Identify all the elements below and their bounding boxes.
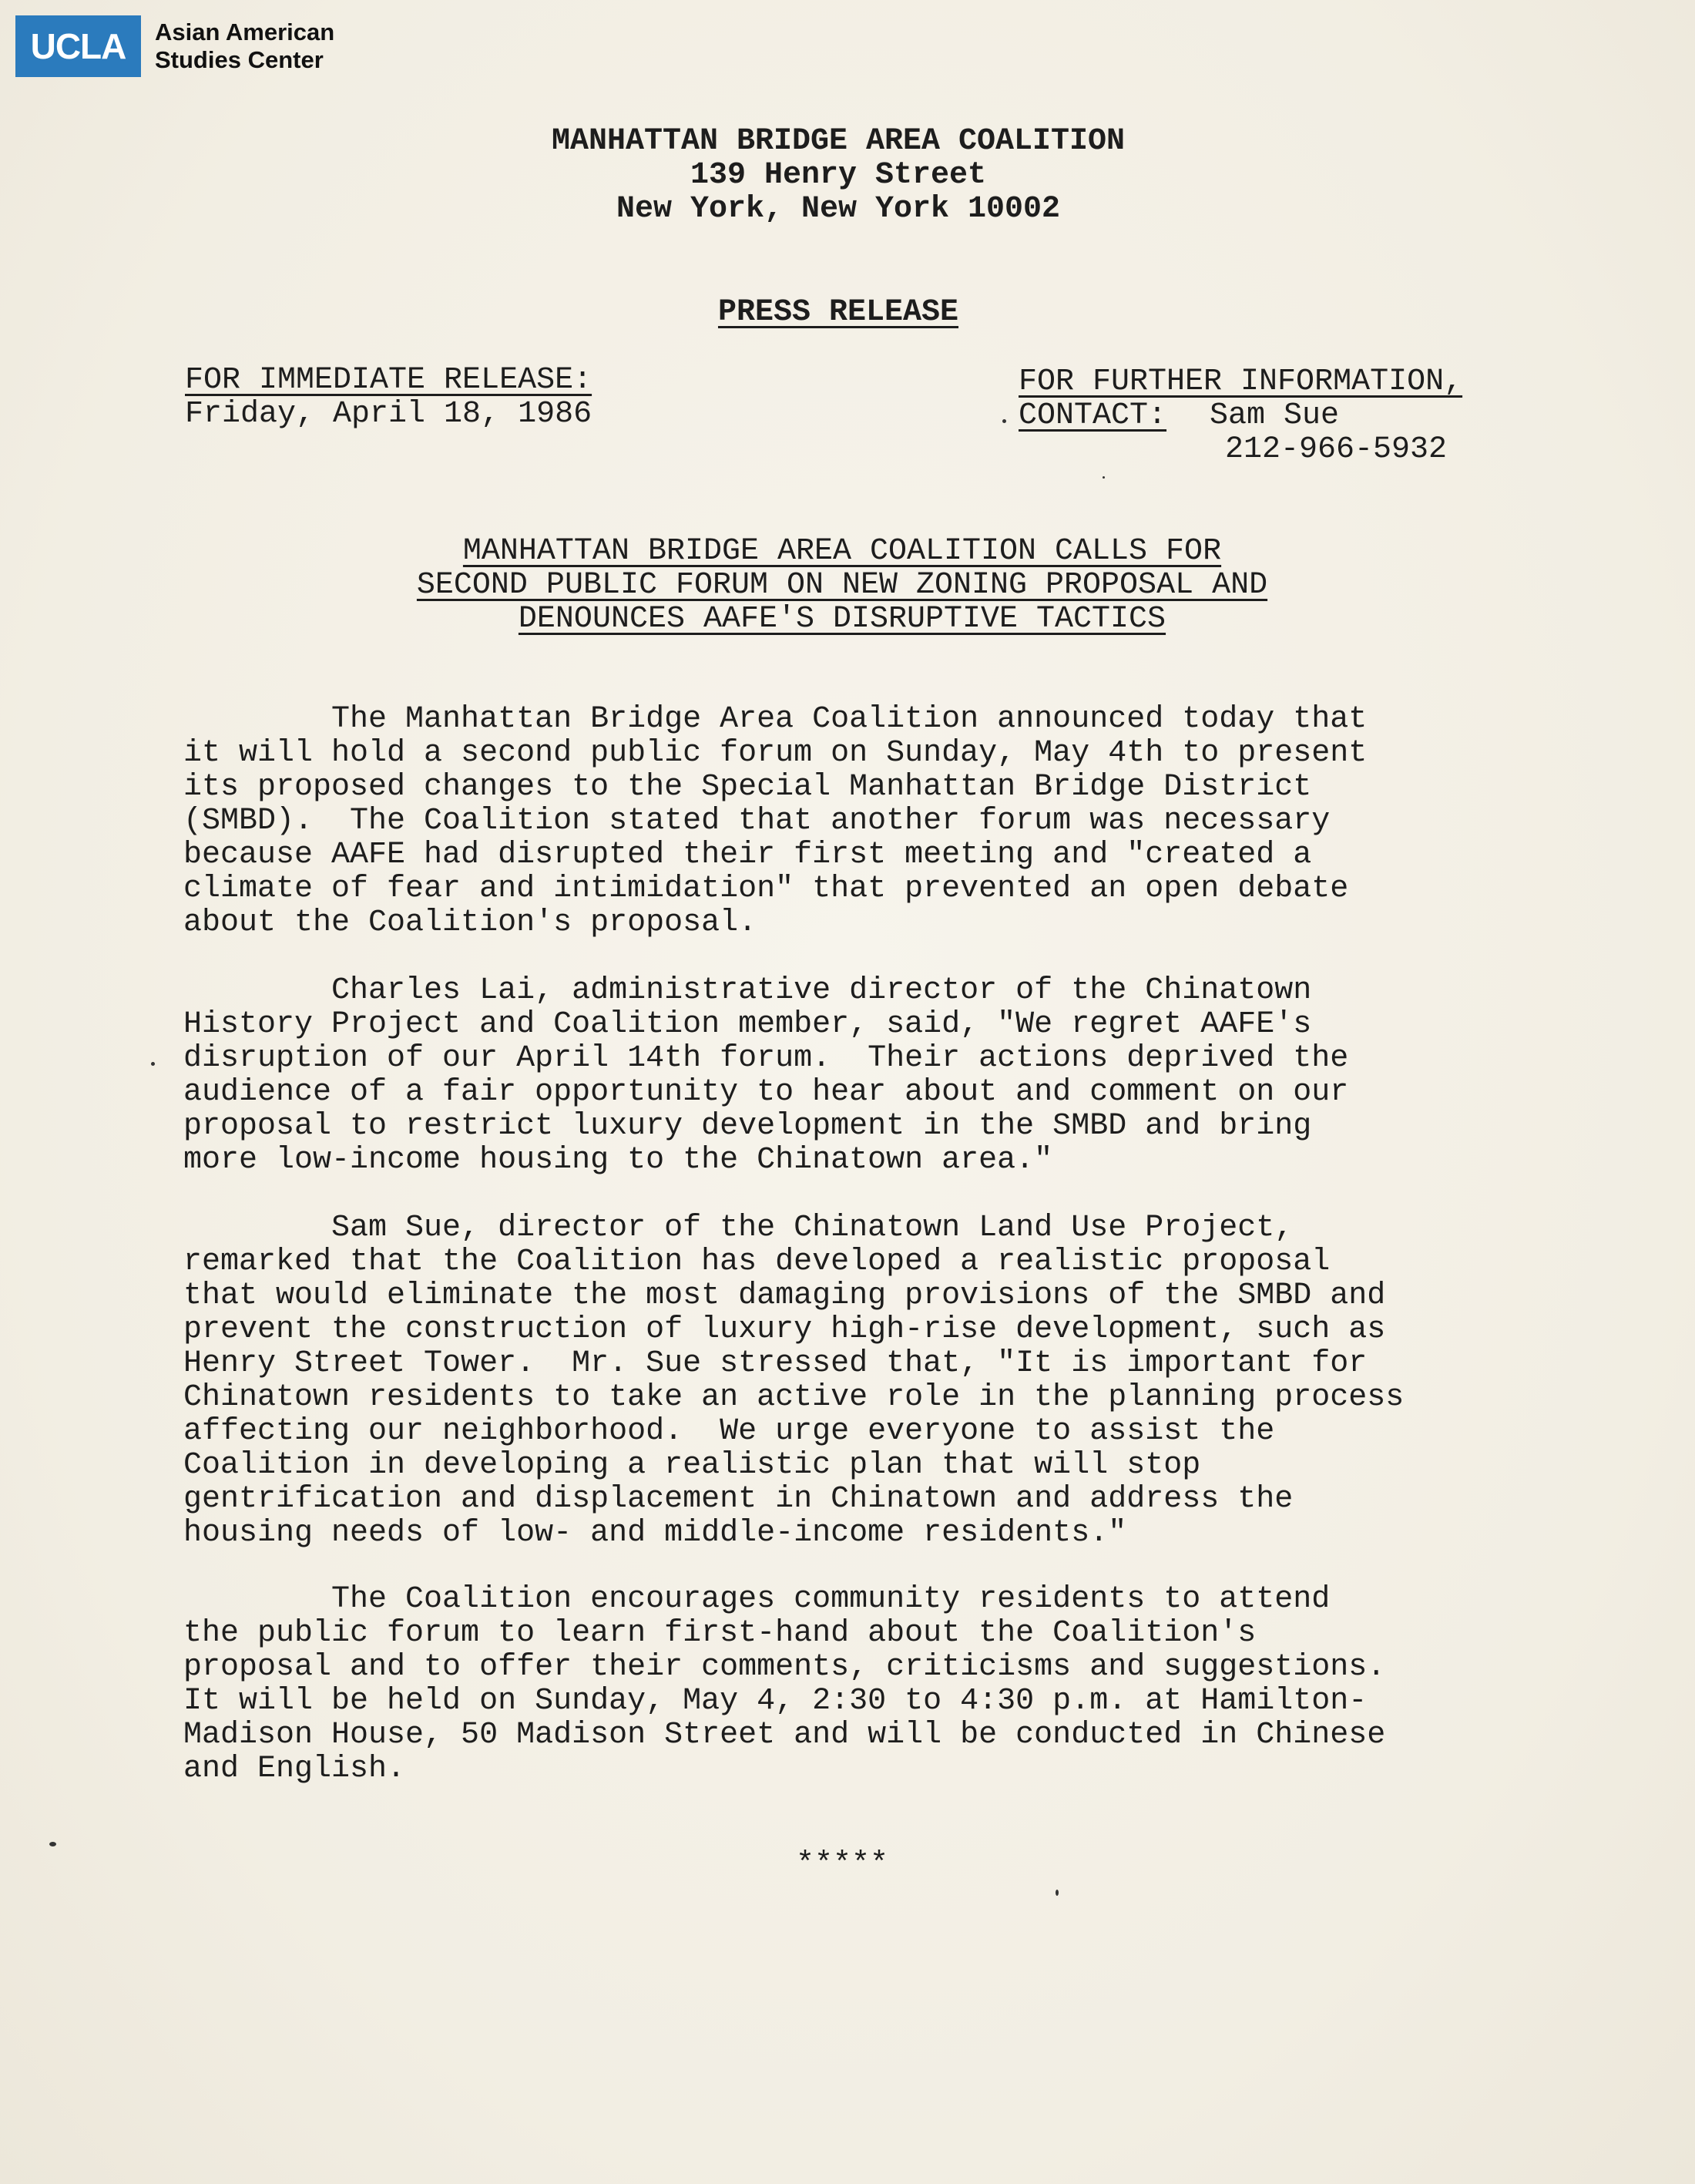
contact-info <box>1019 365 1462 467</box>
paragraph-line: the public forum to learn first-hand about the Coalition's <box>183 1616 1257 1651</box>
paragraph-line: The Manhattan Bridge Area Coalition announced today that <box>183 702 1368 737</box>
logo-line-1: Asian American <box>155 18 335 45</box>
contact-name: Sam Sue <box>1210 398 1340 433</box>
paragraph-line: Sam Sue, director of the Chinatown Land Use Project, <box>183 1211 1294 1245</box>
letterhead-street: 139 Henry Street <box>690 158 987 193</box>
letterhead-city: New York, New York 10002 <box>616 192 1061 227</box>
release-info <box>185 364 592 432</box>
paragraph-line: climate of fear and intimidation" that prevented an open debate <box>183 872 1349 906</box>
paragraph-3 <box>183 1211 1404 1551</box>
contact-header: FOR FURTHER INFORMATION, <box>1019 365 1463 399</box>
paragraph-line: It will be held on Sunday, May 4, 2:30 to 4:30 p.m. at Hamilton- <box>183 1684 1368 1719</box>
headline <box>0 535 1684 637</box>
paragraph-2 <box>183 974 1348 1178</box>
headline-line: DENOUNCES AAFE'S DISRUPTIVE TACTICS <box>518 602 1166 637</box>
paragraph-line: because AAFE had disrupted their first meeting and "created a <box>183 838 1312 872</box>
paragraph-line: Chinatown residents to take an active role in the planning process <box>183 1380 1405 1415</box>
paper-speck <box>1103 476 1105 479</box>
contact-row <box>1019 399 1462 433</box>
paragraph-1 <box>183 703 1367 940</box>
paragraph-4 <box>183 1583 1385 1786</box>
end-mark: ***** <box>795 1847 889 1882</box>
paragraph-line: more low-income housing to the Chinatown area." <box>183 1143 1053 1178</box>
letterhead <box>0 125 1677 227</box>
headline-line: MANHATTAN BRIDGE AREA COALITION CALLS FOR <box>462 534 1222 569</box>
press-release-title: PRESS RELEASE <box>717 295 959 330</box>
paragraph-line: its proposed changes to the Special Manhattan Bridge District <box>183 770 1312 805</box>
press-release-heading <box>0 296 1677 330</box>
paragraph-line: housing needs of low- and middle-income residents." <box>183 1516 1127 1551</box>
paper-speck <box>49 1842 56 1846</box>
paragraph-line: gentrification and displacement in Chinatown and address the <box>183 1482 1294 1517</box>
paragraph-line: that would eliminate the most damaging provisions of the SMBD and <box>183 1278 1386 1313</box>
paragraph-line: Henry Street Tower. Mr. Sue stressed that, "It is important for <box>183 1346 1368 1381</box>
logo-text <box>155 18 334 74</box>
paragraph-line: and English. <box>183 1752 406 1786</box>
paper-speck <box>151 1062 155 1066</box>
paragraph-line: History Project and Coalition member, said, "We regret AAFE's <box>183 1007 1312 1042</box>
paragraph-line: (SMBD). The Coalition stated that another forum was necessary <box>183 804 1331 838</box>
ucla-badge: UCLA <box>15 15 141 77</box>
paragraph-line: it will hold a second public forum on Sunday, May 4th to present <box>183 736 1368 771</box>
paragraph-line: The Coalition encourages community residents to attend <box>183 1582 1331 1617</box>
paragraph-line: prevent the construction of luxury high-rise development, such as <box>183 1312 1386 1347</box>
letterhead-org: MANHATTAN BRIDGE AREA COALITION <box>551 124 1126 159</box>
paragraph-line: about the Coalition's proposal. <box>183 906 757 940</box>
paragraph-line: Charles Lai, administrative director of the Chinatown <box>183 973 1312 1008</box>
logo-line-2: Studies Center <box>155 46 324 73</box>
release-label: FOR IMMEDIATE RELEASE: <box>185 363 592 398</box>
paragraph-line: remarked that the Coalition has developed a realistic proposal <box>183 1245 1331 1279</box>
paragraph-line: affecting our neighborhood. We urge everyone to assist the <box>183 1414 1275 1449</box>
headline-line: SECOND PUBLIC FORUM ON NEW ZONING PROPOSAL AND <box>416 568 1268 603</box>
contact-label: CONTACT: <box>1019 398 1167 433</box>
paper-speck <box>1056 1890 1059 1896</box>
contact-phone: 212-966-5932 <box>1225 432 1448 467</box>
paragraph-line: proposal and to offer their comments, criticisms and suggestions. <box>183 1650 1386 1685</box>
paragraph-line: Coalition in developing a realistic plan that will stop <box>183 1448 1201 1483</box>
ucla-logo <box>15 15 334 77</box>
paragraph-line: disruption of our April 14th forum. Their actions deprived the <box>183 1041 1349 1076</box>
paper-speck <box>1002 419 1006 423</box>
paragraph-line: proposal to restrict luxury development in the SMBD and bring <box>183 1109 1312 1144</box>
paragraph-line: audience of a fair opportunity to hear about and comment on our <box>183 1075 1349 1110</box>
release-date: Friday, April 18, 1986 <box>185 397 592 432</box>
paragraph-line: Madison House, 50 Madison Street and will be conducted in Chinese <box>183 1718 1386 1752</box>
